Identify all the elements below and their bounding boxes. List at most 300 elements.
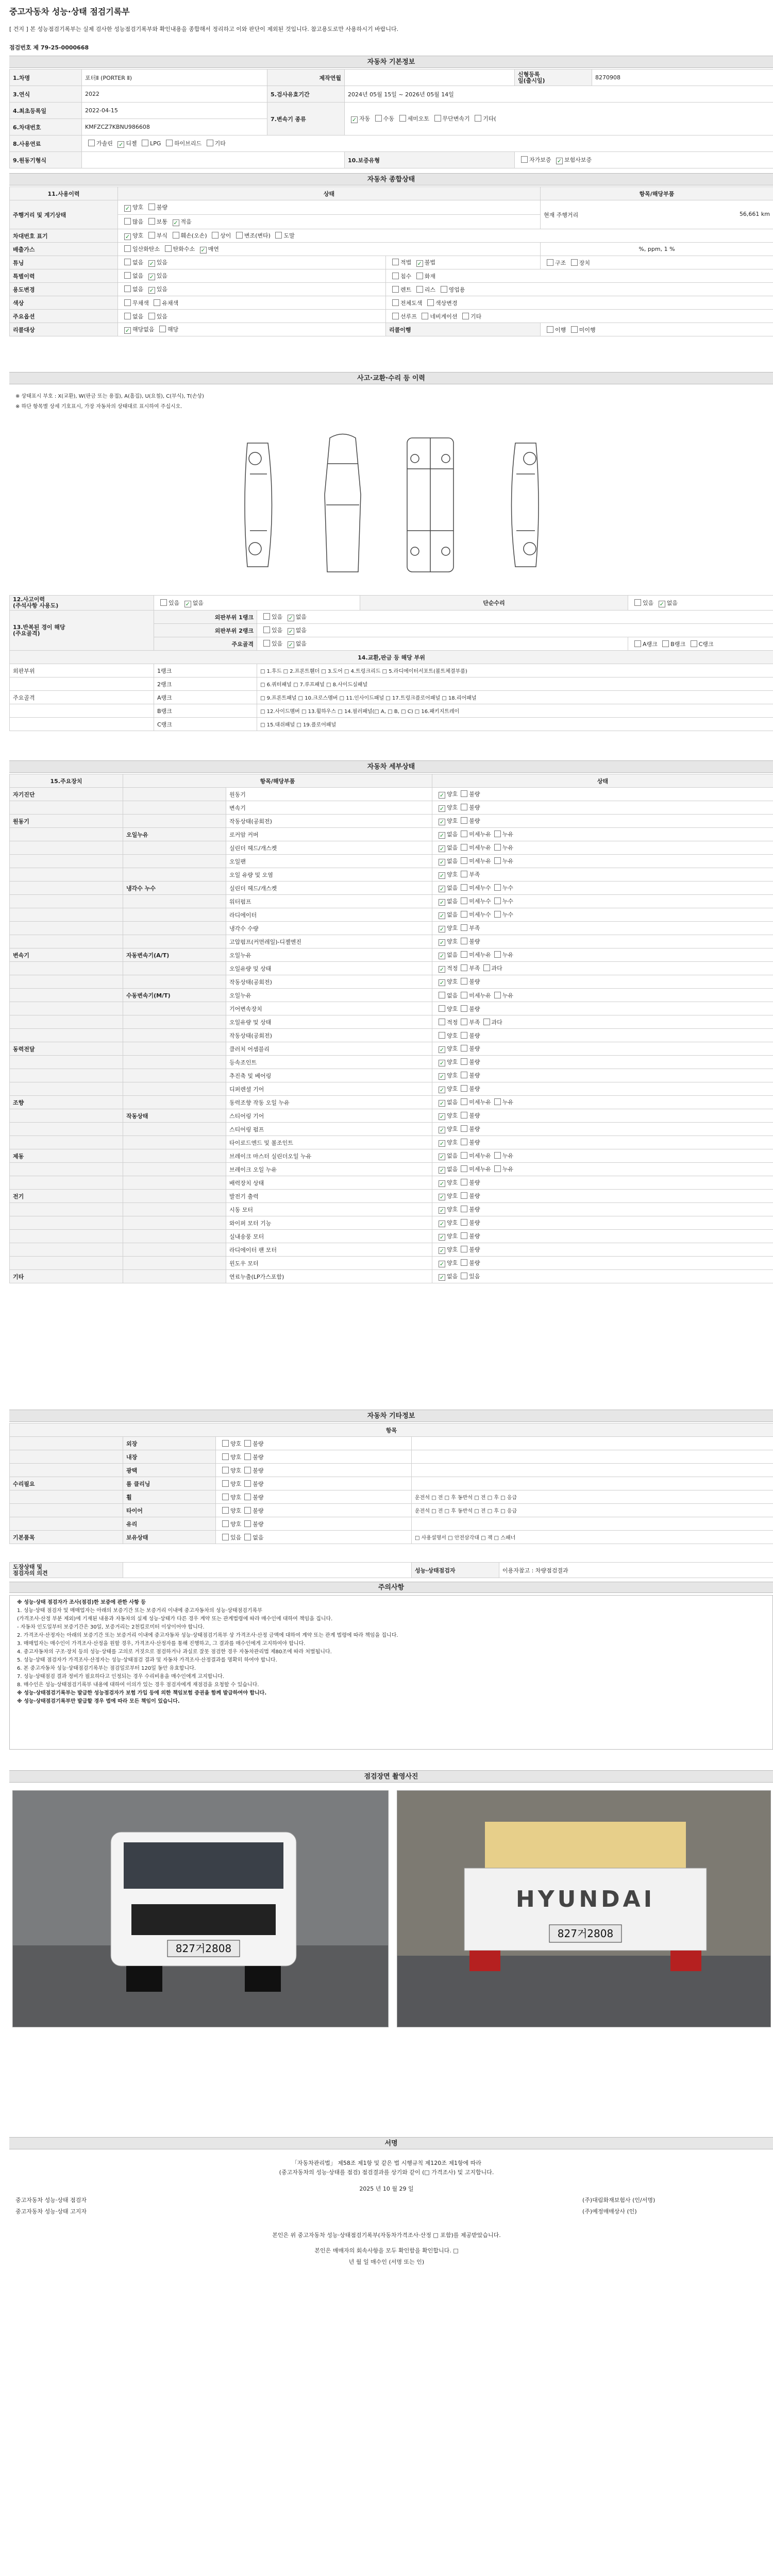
other-7-opt-1-label: 없음	[253, 1534, 264, 1541]
part-group-outer: 외판부위	[10, 664, 154, 677]
detail-4-opt-2-checkbox[interactable]	[494, 844, 501, 851]
detail-device-1	[10, 801, 123, 815]
fuel-hybrid-checkbox[interactable]	[166, 140, 173, 146]
part-group-frame: 주요골격	[10, 691, 154, 704]
detail-7-opt-1-checkbox[interactable]	[461, 884, 467, 891]
emission-co-checkbox[interactable]	[124, 245, 131, 252]
detail-row	[10, 908, 773, 922]
detail-27-opt-0-checkbox[interactable]	[439, 1154, 445, 1160]
detail-8-opt-0-checkbox[interactable]	[439, 899, 445, 906]
other-row	[10, 1490, 773, 1504]
options-type-options	[386, 310, 773, 323]
detail-sub-34	[123, 1243, 226, 1257]
options-yes-checkbox[interactable]	[148, 313, 155, 319]
detail-6-opt-0-checkbox[interactable]	[439, 872, 445, 879]
special-flood-checkbox[interactable]	[392, 273, 399, 279]
detail-15-opt-1-checkbox[interactable]	[461, 992, 467, 998]
detail-8-opt-2-label: 누수	[502, 898, 514, 905]
detail-22-opt-0-checkbox[interactable]	[439, 1087, 445, 1093]
options-nav-checkbox[interactable]	[422, 313, 428, 319]
detail-7-opt-2-checkbox[interactable]	[494, 884, 501, 891]
detail-17-opt-1-checkbox[interactable]	[461, 1019, 467, 1025]
detail-part-10: 냉각수 수량	[226, 922, 432, 935]
tuning-yes-checkbox[interactable]	[148, 260, 155, 267]
detail-20-opt-0-checkbox[interactable]	[439, 1060, 445, 1066]
sign-date: 2025 년 10 월 29 일	[359, 2185, 414, 2192]
recall-notdone-text: 미이행	[579, 326, 596, 333]
detail-31-opt-0-checkbox[interactable]	[439, 1207, 445, 1214]
other-3-opt-0-checkbox[interactable]	[222, 1480, 229, 1487]
rank2-no-checkbox[interactable]	[288, 628, 294, 635]
other-2-opt-0-checkbox[interactable]	[222, 1467, 229, 1473]
detail-12-opt-2-checkbox[interactable]	[494, 951, 501, 958]
detail-14-opt-1-label: 불량	[469, 978, 480, 985]
detail-12-opt-0-label: 없음	[447, 952, 458, 958]
rank2-yes-checkbox[interactable]	[263, 626, 270, 633]
other-7-opt-0-checkbox[interactable]	[222, 1534, 229, 1540]
frame-label: 주요골격	[154, 637, 257, 651]
other-info-table	[9, 1423, 773, 1544]
other-5-opt-1-checkbox[interactable]	[244, 1507, 251, 1514]
emission-smoke-checkbox[interactable]	[200, 247, 207, 253]
detail-sub-32	[123, 1216, 226, 1230]
color-achromatic-checkbox[interactable]	[124, 299, 131, 306]
other-1-opt-0-checkbox[interactable]	[222, 1453, 229, 1460]
detail-13-opt-0-checkbox[interactable]	[439, 966, 445, 973]
detail-30-opt-0-checkbox[interactable]	[439, 1194, 445, 1200]
basic-label-valid: 5.검사유효기간	[267, 86, 345, 103]
detail-17-opt-0-checkbox[interactable]	[439, 1019, 445, 1025]
fuel-gasoline-checkbox[interactable]	[88, 140, 95, 146]
other-0-opt-1-checkbox[interactable]	[244, 1440, 251, 1447]
detail-14-opt-0-checkbox[interactable]	[439, 979, 445, 986]
detail-state-19	[432, 1042, 773, 1056]
detail-row	[10, 841, 773, 855]
options-label: 주요옵션	[10, 310, 118, 323]
detail-sub-24: 작동상태	[123, 1109, 226, 1123]
warranty-self-checkbox[interactable]	[521, 156, 528, 163]
detail-17-opt-1-label: 부족	[469, 1019, 480, 1026]
detail-12-opt-0-checkbox[interactable]	[439, 953, 445, 959]
part-rank-a: A랭크	[154, 691, 257, 704]
detail-12-opt-1-checkbox[interactable]	[461, 951, 467, 958]
other-state-0	[216, 1437, 412, 1450]
detail-part-29: 배력장치 상태	[226, 1176, 432, 1190]
accident-table	[9, 595, 773, 731]
detail-device-12: 변속기	[10, 948, 123, 962]
detail-35-opt-1-checkbox[interactable]	[461, 1259, 467, 1266]
detail-25-opt-0-checkbox[interactable]	[439, 1127, 445, 1133]
other-0-opt-0-label: 양호	[230, 1440, 242, 1447]
detail-21-opt-1-checkbox[interactable]	[461, 1072, 467, 1078]
detail-part-31: 시동 모터	[226, 1203, 432, 1216]
frame-options	[257, 637, 628, 651]
fuel-other-checkbox[interactable]	[207, 140, 213, 146]
detail-20-opt-1-checkbox[interactable]	[461, 1058, 467, 1065]
options-other-checkbox[interactable]	[462, 313, 469, 319]
detail-32-opt-1-label: 불량	[469, 1219, 480, 1226]
detail-state-36	[432, 1270, 773, 1283]
detail-16-opt-1-checkbox[interactable]	[461, 1005, 467, 1012]
detail-35-opt-0-checkbox[interactable]	[439, 1261, 445, 1267]
detail-state-12	[432, 948, 773, 962]
detail-3-opt-2-checkbox[interactable]	[494, 831, 501, 837]
trans-cvt-checkbox[interactable]	[434, 115, 441, 122]
detail-15-opt-2-checkbox[interactable]	[494, 992, 501, 998]
detail-13-opt-1-checkbox[interactable]	[461, 964, 467, 971]
detail-16-opt-0-checkbox[interactable]	[439, 1005, 445, 1012]
use-lease-checkbox[interactable]	[416, 286, 423, 293]
detail-part-11: 고압펌프(커먼레일)-디젤엔진	[226, 935, 432, 948]
detail-27-opt-2-checkbox[interactable]	[494, 1152, 501, 1159]
detail-24-opt-1-checkbox[interactable]	[461, 1112, 467, 1118]
detail-5-opt-0-checkbox[interactable]	[439, 859, 445, 866]
detail-31-opt-1-checkbox[interactable]	[461, 1206, 467, 1212]
gauge-bad-checkbox[interactable]	[148, 204, 155, 210]
other-3-opt-1-checkbox[interactable]	[244, 1480, 251, 1487]
notice-line-8: 6. 본 중고자동차 성능·상태점검기록부는 점검일로부터 120일 동안 유효합니다.	[17, 1666, 196, 1671]
basic-value-firstreg: 2022-04-15	[82, 103, 267, 119]
detail-19-opt-0-checkbox[interactable]	[439, 1046, 445, 1053]
car-right-view	[512, 443, 539, 567]
part-items-a: □ 9.프론트패널 □ 10.크로스멤버 □ 11.인사이드패널 □ 17.트렁크플로어패널 □ 18.리어패널	[257, 691, 773, 704]
detail-part-24: 스티어링 기어	[226, 1109, 432, 1123]
opinion-value: 이용자참고 : 차량점검결과	[499, 1563, 773, 1578]
detail-25-opt-0-label: 양호	[447, 1126, 458, 1132]
other-1-opt-0-label: 양호	[230, 1453, 242, 1461]
detail-row	[10, 1096, 773, 1109]
outer-rank1-options	[257, 611, 773, 624]
tuning-structure-checkbox[interactable]	[547, 259, 553, 266]
fuel-lpg-checkbox[interactable]	[142, 140, 148, 146]
basic-value-year: 2022	[82, 86, 267, 103]
detail-25-opt-1-checkbox[interactable]	[461, 1125, 467, 1132]
mileage-km-value: 56,661 km	[739, 210, 770, 217]
detail-7-opt-0-checkbox[interactable]	[439, 886, 445, 892]
detail-17-opt-2-checkbox[interactable]	[483, 1019, 490, 1025]
detail-33-opt-1-label: 불량	[469, 1233, 480, 1240]
detail-23-opt-0-checkbox[interactable]	[439, 1100, 445, 1107]
fuel-diesel-checkbox[interactable]	[117, 141, 124, 148]
detail-30-opt-0-label: 양호	[447, 1193, 458, 1199]
repair-yes-checkbox[interactable]	[634, 599, 641, 606]
detail-29-opt-1-label: 불량	[469, 1179, 480, 1186]
detail-34-opt-1-checkbox[interactable]	[461, 1246, 467, 1252]
rank2-yes-label: 있음	[272, 627, 283, 634]
detail-29-opt-1-checkbox[interactable]	[461, 1179, 467, 1185]
trans-other-checkbox[interactable]	[475, 115, 481, 122]
other-6-opt-0-checkbox[interactable]	[222, 1520, 229, 1527]
vin-painted-checkbox[interactable]	[275, 232, 282, 239]
accident-no-label: 없음	[192, 599, 204, 606]
frame-yes-checkbox[interactable]	[263, 640, 270, 647]
options-none-checkbox[interactable]	[124, 313, 131, 319]
mileage-normal-checkbox[interactable]	[148, 218, 155, 225]
detail-sub-6	[123, 868, 226, 882]
vin-rust-label: 부식	[156, 232, 168, 239]
use-commercial-checkbox[interactable]	[441, 286, 447, 293]
vin-altered-checkbox[interactable]	[236, 232, 243, 239]
trans-semi-checkbox[interactable]	[399, 115, 406, 122]
detail-state-26	[432, 1136, 773, 1149]
color-chromatic-checkbox[interactable]	[154, 299, 160, 306]
use-rent-checkbox[interactable]	[392, 286, 399, 293]
notice-line-2: (가격조사·산정 부분 제외)에 기재된 내용과 자동차의 실제 성능·상태가 다른 경우 계약 또는 관계법령에 따라 매수인에 대하여 책임을 집니다.	[17, 1616, 333, 1622]
detail-2-opt-1-checkbox[interactable]	[461, 817, 467, 824]
detail-part-1: 변속기	[226, 801, 432, 815]
detail-9-opt-1-checkbox[interactable]	[461, 911, 467, 918]
detail-23-opt-2-checkbox[interactable]	[494, 1098, 501, 1105]
section-accident: 사고·교환·수리 등 이력	[9, 372, 773, 384]
use-none-label: 없음	[132, 286, 144, 293]
detail-32-opt-0-checkbox[interactable]	[439, 1221, 445, 1227]
detail-part-7: 실린더 헤드/개스켓	[226, 882, 432, 895]
detail-24-opt-0-checkbox[interactable]	[439, 1113, 445, 1120]
car-diagram	[232, 428, 551, 582]
use-yes-checkbox[interactable]	[148, 287, 155, 294]
detail-36-opt-1-checkbox[interactable]	[461, 1273, 467, 1279]
detail-26-opt-1-checkbox[interactable]	[461, 1139, 467, 1145]
other-group-4	[10, 1490, 123, 1504]
use-none-checkbox[interactable]	[124, 285, 131, 292]
rank1-yes-checkbox[interactable]	[263, 613, 270, 620]
trans-auto-checkbox[interactable]	[351, 116, 358, 123]
vin-diff-checkbox[interactable]	[212, 232, 219, 239]
sign-line-2: (중고자동차의 성능·상태를 점검) 점검결과를 상기와 같이 (□ 가격조사) 및 고지합니다.	[279, 2169, 494, 2176]
detail-10-opt-1-label: 부족	[469, 925, 480, 931]
other-7-opt-0-label: 있음	[230, 1534, 242, 1541]
gauge-good-checkbox[interactable]	[124, 205, 131, 212]
vin-damage-label: 훼손(오손)	[180, 232, 207, 239]
frame-a-checkbox[interactable]	[634, 640, 641, 647]
notice-line-11: ※ 성능·상태점검기록부는 발급한 성능점검자가 보험 가입 등에 의한 책임보험 증권을 함께 발급하여야 합니다.	[17, 1690, 267, 1696]
detail-18-opt-0-checkbox[interactable]	[439, 1032, 445, 1039]
detail-device-10	[10, 922, 123, 935]
mileage-cell	[541, 200, 773, 229]
other-0-opt-0-checkbox[interactable]	[222, 1440, 229, 1447]
detail-27-opt-1-checkbox[interactable]	[461, 1152, 467, 1159]
detail-14-opt-1-checkbox[interactable]	[461, 978, 467, 985]
detail-sub-36	[123, 1270, 226, 1283]
detail-26-opt-0-label: 양호	[447, 1139, 458, 1146]
detail-22-opt-0-label: 양호	[447, 1086, 458, 1092]
basic-label-warranty: 10.보증유형	[345, 152, 515, 168]
other-6-opt-1-checkbox[interactable]	[244, 1520, 251, 1527]
detail-row	[10, 882, 773, 895]
detail-sub-27	[123, 1149, 226, 1163]
mileage-low-checkbox[interactable]	[173, 219, 179, 226]
detail-part-2: 작동상태(공회전)	[226, 815, 432, 828]
vin-rust-checkbox[interactable]	[148, 232, 155, 239]
detail-11-opt-0-checkbox[interactable]	[439, 939, 445, 946]
recall-none-checkbox[interactable]	[124, 327, 131, 334]
other-state-1	[216, 1450, 412, 1464]
detail-21-opt-0-checkbox[interactable]	[439, 1073, 445, 1080]
other-2-opt-1-checkbox[interactable]	[244, 1467, 251, 1473]
detail-5-opt-2-checkbox[interactable]	[494, 857, 501, 864]
detail-state-14	[432, 975, 773, 989]
basic-value-vin: KMFZCZ7KBNU986608	[82, 119, 267, 135]
special-none-checkbox[interactable]	[124, 272, 131, 279]
trans-manual-checkbox[interactable]	[375, 115, 382, 122]
detail-part-33: 실내송풍 모터	[226, 1230, 432, 1243]
other-4-opt-1-checkbox[interactable]	[244, 1494, 251, 1500]
vin-mark-label: 차대번호 표기	[10, 229, 118, 243]
detail-row	[10, 935, 773, 948]
vin-good-checkbox[interactable]	[124, 233, 131, 240]
sign-line-5: 년 월 일 매수인 (서명 또는 인)	[348, 2259, 425, 2265]
detail-state-8	[432, 895, 773, 908]
detail-sub-5	[123, 855, 226, 868]
part-group-empty-3	[10, 718, 154, 731]
frame-c-checkbox[interactable]	[691, 640, 697, 647]
color-paint-options	[386, 296, 773, 310]
detail-sub-15: 수동변속기(M/T)	[123, 989, 226, 1002]
detail-35-opt-1-label: 불량	[469, 1260, 480, 1266]
other-5-opt-0-label: 양호	[230, 1507, 242, 1514]
warranty-insurer-checkbox[interactable]	[556, 158, 563, 164]
detail-27-opt-1-label: 미세누유	[469, 1153, 491, 1159]
detail-state-30	[432, 1190, 773, 1203]
detail-8-opt-2-checkbox[interactable]	[494, 897, 501, 904]
repair-no-checkbox[interactable]	[659, 601, 665, 607]
detail-device-4	[10, 841, 123, 855]
mileage-high-label: 많음	[132, 218, 144, 225]
detail-36-opt-0-label: 없음	[447, 1273, 458, 1280]
detail-28-opt-0-checkbox[interactable]	[439, 1167, 445, 1174]
use-commercial-label: 영업용	[448, 286, 465, 293]
recall-done-checkbox[interactable]	[547, 326, 553, 333]
detail-device-34	[10, 1243, 123, 1257]
other-item-2: 광택	[123, 1464, 216, 1477]
detail-0-opt-0-checkbox[interactable]	[439, 792, 445, 799]
rank1-no-label: 없음	[295, 614, 307, 620]
detail-32-opt-1-checkbox[interactable]	[461, 1219, 467, 1226]
section-notice: 주의사항	[9, 1582, 773, 1593]
tuning-none-checkbox[interactable]	[124, 259, 131, 265]
detail-1-opt-0-checkbox[interactable]	[439, 805, 445, 812]
options-sunroof-checkbox[interactable]	[392, 313, 399, 319]
detail-20-opt-1-label: 불량	[469, 1059, 480, 1065]
detail-4-opt-0-checkbox[interactable]	[439, 845, 445, 852]
detail-sub-3: 오일누유	[123, 828, 226, 841]
other-1-opt-1-checkbox[interactable]	[244, 1453, 251, 1460]
detail-18-opt-1-checkbox[interactable]	[461, 1032, 467, 1039]
cert-number-value: 제 79-25-0000668	[33, 44, 89, 51]
detail-part-9: 라디에이터	[226, 908, 432, 922]
special-yes-checkbox[interactable]	[148, 274, 155, 280]
detail-sub-26	[123, 1136, 226, 1149]
detail-2-opt-0-checkbox[interactable]	[439, 819, 445, 825]
inspector-opinion-table	[9, 1562, 773, 1578]
accident-yes-checkbox[interactable]	[160, 599, 167, 606]
repair-yes-label: 있음	[643, 599, 654, 606]
detail-33-opt-0-checkbox[interactable]	[439, 1234, 445, 1241]
mileage-high-checkbox[interactable]	[124, 218, 131, 225]
frame-b-checkbox[interactable]	[662, 640, 669, 647]
detail-part-12: 오일누유	[226, 948, 432, 962]
detail-22-opt-1-checkbox[interactable]	[461, 1085, 467, 1092]
detail-row	[10, 1002, 773, 1015]
detail-4-opt-1-checkbox[interactable]	[461, 844, 467, 851]
detail-5-opt-1-checkbox[interactable]	[461, 857, 467, 864]
special-fire-checkbox[interactable]	[416, 273, 423, 279]
frame-no-checkbox[interactable]	[288, 641, 294, 648]
detail-15-opt-0-checkbox[interactable]	[439, 992, 445, 998]
special-history-options	[118, 269, 386, 283]
sign-inspector-value: (주)대림화재보험사 (인/서명)	[582, 2197, 656, 2204]
detail-13-opt-2-checkbox[interactable]	[483, 964, 490, 971]
other-right-4: 운전석 □ 전 □ 후 동반석 □ 전 □ 후 □ 응급	[412, 1490, 773, 1504]
accident-no-checkbox[interactable]	[184, 601, 191, 607]
detail-11-opt-1-checkbox[interactable]	[461, 938, 467, 944]
detail-19-opt-1-checkbox[interactable]	[461, 1045, 467, 1052]
vin-altered-label: 변조(변타)	[244, 232, 271, 239]
recall-yes-checkbox[interactable]	[159, 326, 166, 332]
sign-line-4: 본인은 매매자의 회속사항을 모두 확인함을 확인합니다. □	[314, 2247, 459, 2254]
mileage-level-options	[118, 215, 541, 229]
other-5-opt-0-checkbox[interactable]	[222, 1507, 229, 1514]
basic-value-engine	[82, 152, 345, 168]
tuning-legal-checkbox[interactable]	[392, 259, 399, 265]
detail-34-opt-0-checkbox[interactable]	[439, 1247, 445, 1254]
rank1-no-checkbox[interactable]	[288, 615, 294, 621]
detail-9-opt-2-checkbox[interactable]	[494, 911, 501, 918]
notice-line-4: 2. 가격조사·산정자는 아래의 보증기간 또는 보증거리 이내에 중고자동차 성능·상태점검기록부 상 가격조사·산정 금액에 대하여 계약 또는 관계 법령에 따라 책임을 집니다.	[17, 1633, 398, 1638]
color-fullpaint-checkbox[interactable]	[392, 299, 399, 306]
tuning-illegal-checkbox[interactable]	[416, 260, 423, 267]
part-header: 14.교환,판금 등 해당 부위	[10, 651, 773, 664]
detail-29-opt-0-checkbox[interactable]	[439, 1180, 445, 1187]
detail-sub-30	[123, 1190, 226, 1203]
detail-30-opt-1-checkbox[interactable]	[461, 1192, 467, 1199]
detail-3-opt-0-checkbox[interactable]	[439, 832, 445, 839]
detail-row	[10, 962, 773, 975]
detail-26-opt-0-checkbox[interactable]	[439, 1140, 445, 1147]
detail-10-opt-0-checkbox[interactable]	[439, 926, 445, 933]
special-fire-label: 화재	[424, 273, 436, 280]
emission-hc-checkbox[interactable]	[165, 245, 172, 252]
detail-9-opt-0-checkbox[interactable]	[439, 912, 445, 919]
detail-10-opt-1-checkbox[interactable]	[461, 924, 467, 931]
other-7-opt-1-checkbox[interactable]	[244, 1534, 251, 1540]
other-item-3: 룸 클리닝	[123, 1477, 216, 1490]
detail-row	[10, 1190, 773, 1203]
detail-28-opt-2-checkbox[interactable]	[494, 1165, 501, 1172]
vin-damage-checkbox[interactable]	[173, 232, 179, 239]
recall-notdone-checkbox[interactable]	[571, 326, 578, 333]
tuning-device-checkbox[interactable]	[571, 259, 578, 266]
detail-30-opt-1-label: 불량	[469, 1193, 480, 1199]
notice-line-6: 4. 중고자동차의 구조·장치 등의 성능·상태를 고의로 거짓으로 점검하거나 과실로 잘못 점검한 경우 자동차관리법 제80조에 따라 처벌됩니다.	[17, 1649, 332, 1655]
detail-28-opt-1-checkbox[interactable]	[461, 1165, 467, 1172]
detail-0-opt-1-checkbox[interactable]	[461, 790, 467, 797]
detail-33-opt-1-checkbox[interactable]	[461, 1232, 467, 1239]
section-photos: 점검장면 촬영사진	[9, 1770, 773, 1783]
other-right-7: □ 사용설명서 □ 안전삼각대 □ 잭 □ 스패너	[412, 1531, 773, 1544]
detail-3-opt-1-checkbox[interactable]	[461, 831, 467, 837]
detail-1-opt-1-checkbox[interactable]	[461, 804, 467, 810]
detail-8-opt-1-checkbox[interactable]	[461, 897, 467, 904]
detail-36-opt-0-checkbox[interactable]	[439, 1274, 445, 1281]
detail-23-opt-1-checkbox[interactable]	[461, 1098, 467, 1105]
detail-row	[10, 1082, 773, 1096]
detail-sub-22	[123, 1082, 226, 1096]
other-4-opt-0-checkbox[interactable]	[222, 1494, 229, 1500]
notice-line-1: 1. 성능·상태 점검자 및 매매업자는 아래의 보증기간 또는 보증거리 이내에 중고자동차의 성능·상태점검기록부	[17, 1608, 262, 1614]
color-change-checkbox[interactable]	[427, 299, 434, 306]
detail-6-opt-1-checkbox[interactable]	[461, 871, 467, 877]
